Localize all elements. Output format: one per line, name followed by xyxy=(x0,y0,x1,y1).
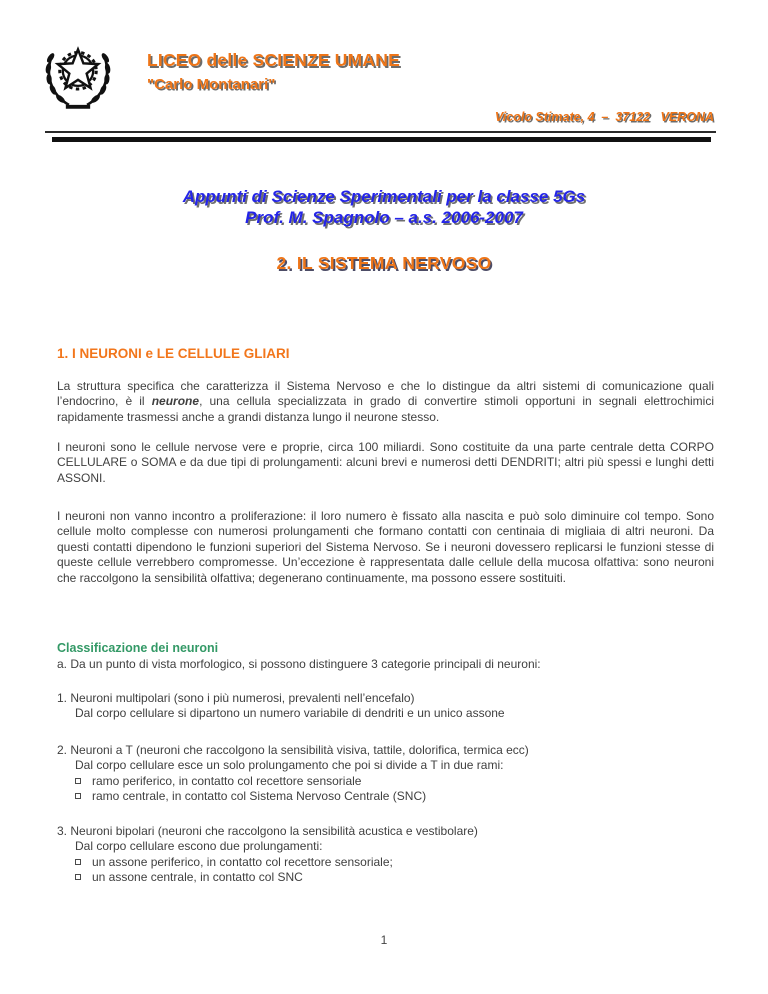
list-item-title xyxy=(57,743,714,758)
paragraph-1-text-after: , una cellula specializzata in grado di convertire stimoli opportuni in segnali elettrochimici rapidamente trasmessi anche a grandi distanza lungo il neurone stesso. xyxy=(57,394,714,424)
paragraph-1-emphasis: neurone xyxy=(151,394,200,409)
list-item-title xyxy=(57,691,714,706)
list-item-bipolar xyxy=(57,824,714,886)
italian-republic-emblem-icon xyxy=(40,34,116,112)
list-item-t-neurons xyxy=(57,743,714,805)
list-item-multipolar xyxy=(57,691,714,722)
list-item-subtitle: Dal corpo cellulare esce un solo prolungamento che poi si divide a T in due rami: xyxy=(75,758,504,773)
paragraph-2: I neuroni sono le cellule nervose vere e proprie, circa 100 miliardi. Sono costituite da una parte centrale detta CORPO CELLULARE o SOMA e da due tipi di prolungamenti: alcuni brevi e numerosi detti DENDRITI; altri più spessi e lunghi detti ASSONI. xyxy=(57,440,714,485)
square-bullet-icon xyxy=(75,874,81,880)
school-name: LICEO delle SCIENZE UMANE xyxy=(147,50,400,70)
list-item-title-text: Neuroni bipolari (neuroni che raccolgono la sensibilità acustica e vestibolare) xyxy=(70,824,478,838)
doc-title xyxy=(0,186,768,228)
doc-title-line1: Appunti di Scienze Sperimentali per la classe 5Gs xyxy=(182,187,586,206)
list-item-subtitle: Dal corpo cellulare si dipartono un numero variabile di dendriti e un unico assone xyxy=(75,706,505,721)
school-address: Vicolo Stimate, 4 – 37122 VERONA xyxy=(494,110,714,124)
school-subtitle: "Carlo Montanari" xyxy=(147,76,276,93)
list-item-number: 3. xyxy=(57,824,68,838)
page-number: 1 xyxy=(380,933,388,947)
list-item-number: 2. xyxy=(57,743,68,757)
classification-heading: Classificazione dei neuroni xyxy=(57,641,219,655)
bullet-item xyxy=(75,774,714,789)
bullet-item xyxy=(75,855,714,870)
bullet-item xyxy=(75,789,714,804)
list-item-number: 1. xyxy=(57,691,68,705)
list-item-subtitle: Dal corpo cellulare escono due prolungamenti: xyxy=(75,839,323,854)
section-heading: 1. I NEURONI e LE CELLULE GLIARI xyxy=(57,346,290,361)
bullet-text: un assone centrale, in contatto col SNC xyxy=(92,870,303,885)
list-item-title xyxy=(57,824,714,839)
classification-intro: a. Da un punto di vista morfologico, si possono distinguere 3 categorie principali di neuroni: xyxy=(57,657,541,671)
square-bullet-icon xyxy=(75,859,81,865)
square-bullet-icon xyxy=(75,778,81,784)
list-item-title-text: Neuroni a T (neuroni che raccolgono la sensibilità visiva, tattile, dolorifica, termica ecc) xyxy=(70,743,529,757)
square-bullet-icon xyxy=(75,793,81,799)
list-item-title-text: Neuroni multipolari (sono i più numerosi, prevalenti nell’encefalo) xyxy=(70,691,415,705)
paragraph-3: I neuroni non vanno incontro a proliferazione: il loro numero è fissato alla nascita e può solo diminuire col tempo. Sono cellule molto complesse con numerosi prolungamenti che formano contatti con centinaia di migliaia di altri neuroni. Da questi contatti dipendono le funzioni superiori del Sistema Nervoso. Se i neuroni dovessero replicarsi le funzioni stesse di queste cellule verrebbero compromesse. Un’eccezione è rappresentata dalle cellule della mucosa olfattiva: sono neuroni che raccolgono la sensibilità olfattiva; degenerano continuamente, ma possono essere sostituiti. xyxy=(57,509,714,585)
bullet-text: un assone periferico, in contatto col recettore sensoriale; xyxy=(92,854,393,869)
doc-title-line2: Prof. M. Spagnolo – a.s. 2006-2007 xyxy=(245,208,523,227)
bullet-text: ramo periferico, in contatto col recettore sensoriale xyxy=(92,773,362,788)
paragraph-1 xyxy=(57,379,714,425)
chapter-title: 2. IL SISTEMA NERVOSO xyxy=(276,253,492,273)
header-rule-thick xyxy=(52,137,711,142)
header-rule-thin xyxy=(45,131,716,133)
paragraph-1-text: La struttura specifica che caratterizza il Sistema Nervoso e che lo distingue da altri sistemi di comunicazione quali l’endocrino, è il xyxy=(57,379,714,409)
bullet-item xyxy=(75,870,714,885)
bullet-text: ramo centrale, in contatto col Sistema Nervoso Centrale (SNC) xyxy=(92,789,427,804)
